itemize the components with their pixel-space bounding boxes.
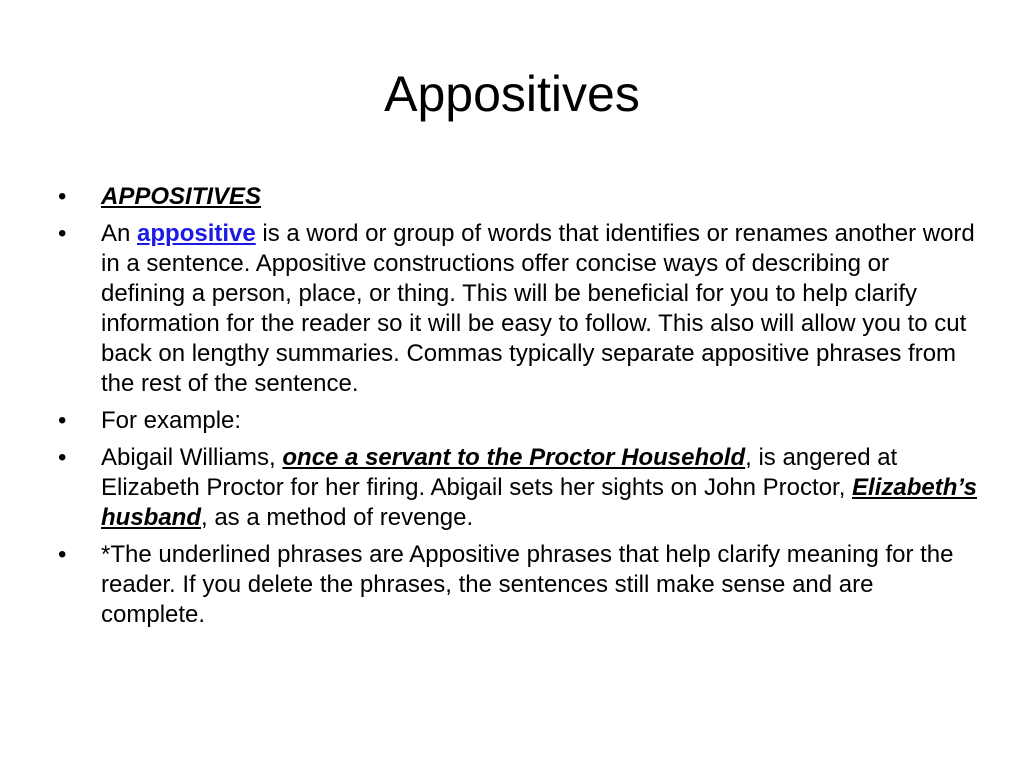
example-part-3: , as a method of revenge.: [201, 504, 474, 531]
example-part-2: , is angered at Elizabeth Proctor for her firing. Abigail sets her sights on John Proctor,: [101, 444, 898, 501]
example-part-1: Abigail Williams,: [101, 444, 283, 471]
definition-text: is a word or group of words that identifies or renames another word in a sentence. Appositive constructions offer concise ways of describing or defining a person, place, or thing. This will be beneficial for you to help clarify information for the reader so it will be easy to follow. This also will allow you to cut back on lengthy summaries. Commas typically separate appositive phrases from the rest of the sentence.: [101, 220, 975, 397]
slide-title: Appositives: [384, 66, 640, 122]
appositive-phrase-2: Elizabeth’s husband: [101, 474, 977, 531]
appositive-phrase-1: once a servant to the Proctor Household: [282, 444, 746, 471]
bullet-icon: •: [58, 444, 67, 471]
bullet-item-appositives-heading: [58, 182, 978, 212]
appositive-link[interactable]: appositive: [137, 220, 256, 247]
bullet-item-definition: [58, 219, 978, 399]
section-heading: APPOSITIVES: [101, 183, 262, 210]
bullet-icon: •: [58, 183, 67, 210]
bullet-item-example-sentence: [58, 443, 978, 533]
example-intro: For example:: [101, 407, 242, 434]
bullet-icon: •: [58, 541, 67, 568]
bullet-item-for-example: [58, 406, 978, 436]
bullet-item-note: [58, 540, 978, 630]
note-text: *The underlined phrases are Appositive phrases that help clarify meaning for the reader. If you delete the phrases, the sentences still make sense and are complete.: [101, 541, 954, 628]
bullet-icon: •: [58, 407, 67, 434]
bullet-list: [58, 182, 978, 637]
bullet-icon: •: [58, 220, 67, 247]
definition-lead: An: [101, 220, 138, 247]
